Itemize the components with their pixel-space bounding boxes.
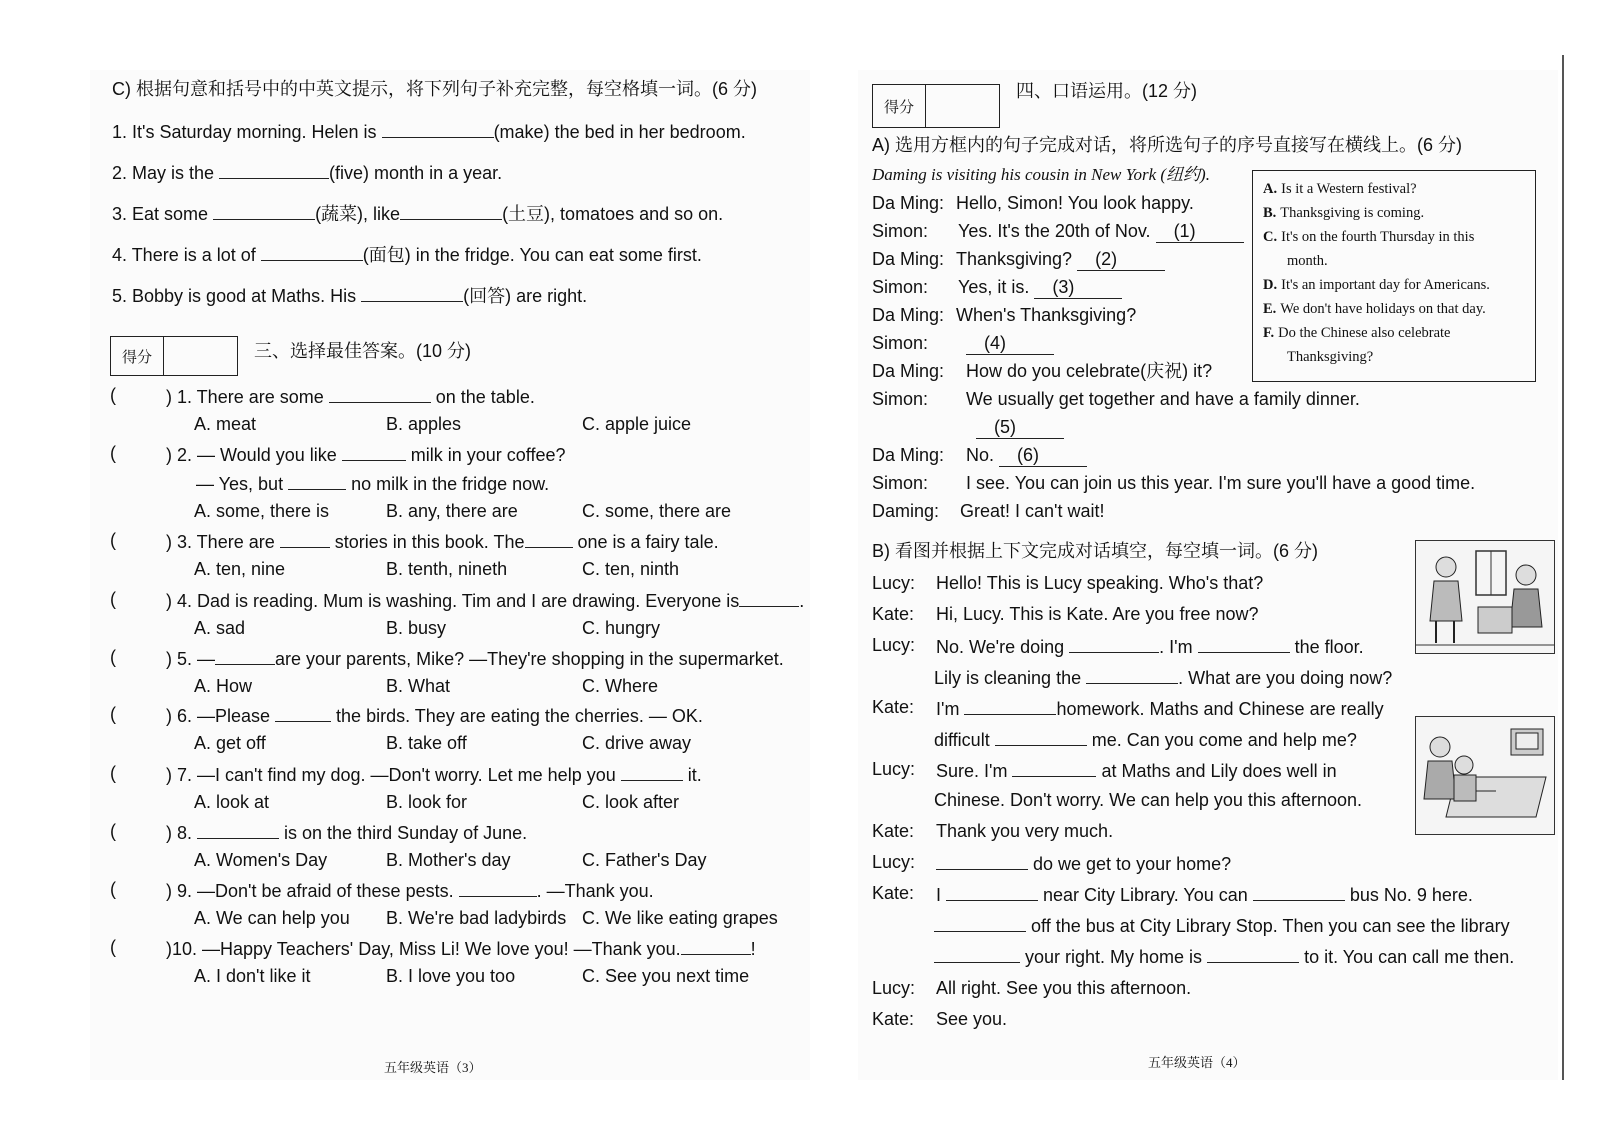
option-item	[1263, 299, 1486, 319]
dialog-text: Thanksgiving?	[956, 249, 1078, 269]
dialog-text: Hello, Simon! You look happy.	[956, 193, 1194, 213]
answer-blank[interactable]	[964, 696, 1056, 715]
question-7	[166, 762, 702, 786]
dialog-b-line-6	[934, 727, 1357, 751]
option-c[interactable]: C. apple juice	[582, 414, 692, 434]
option-c[interactable]: C. look after	[582, 792, 680, 812]
question-paren: (	[110, 879, 116, 899]
option-item	[1263, 179, 1417, 199]
option-key: B.	[1263, 205, 1277, 221]
answer-blank[interactable]	[936, 851, 1028, 870]
speaker: Kate:	[872, 883, 915, 903]
answer-blank[interactable]	[621, 762, 683, 781]
section3-title: 三、选择最佳答案。(10 分)	[254, 341, 472, 361]
answer-blank[interactable]	[197, 820, 279, 839]
option-a[interactable]: A. We can help you	[194, 908, 350, 928]
dialog-a-line-10	[966, 444, 1087, 467]
dialog-text: me. Can you come and help me?	[1086, 730, 1357, 750]
option-c[interactable]: C. Father's Day	[582, 850, 707, 870]
speaker: Da Ming:	[872, 249, 945, 269]
question-text: ) 6. —Please	[166, 706, 276, 726]
answer-blank[interactable]	[995, 727, 1087, 746]
answer-blank[interactable]	[1253, 882, 1345, 901]
dialog-b-line-14	[936, 977, 1191, 999]
dialog-text: No. We're doing	[936, 637, 1070, 657]
question-text: milk in your coffee?	[405, 445, 566, 465]
option-item	[1263, 275, 1490, 295]
answer-blank-numbered[interactable]: (1)	[1156, 220, 1244, 243]
speaker: Daming:	[872, 501, 940, 521]
option-key: D.	[1263, 277, 1278, 293]
option-c[interactable]: C. See you next time	[582, 966, 750, 986]
dialog-a-line-8	[966, 388, 1360, 410]
answer-blank[interactable]	[459, 878, 537, 897]
question-text: .	[799, 591, 805, 611]
answer-blank-numbered[interactable]: (5)	[976, 416, 1064, 439]
option-a[interactable]: A. How	[194, 676, 253, 696]
option-item	[1287, 251, 1328, 271]
answer-blank[interactable]	[681, 936, 751, 955]
question-text: ) 3. There are	[166, 532, 280, 552]
dialog-text: do we get to your home?	[1028, 854, 1232, 874]
option-item	[1263, 203, 1424, 223]
question-text: ) 8.	[166, 823, 198, 843]
option-a[interactable]: A. Women's Day	[194, 850, 328, 870]
question-text: no milk in the fridge now.	[346, 474, 550, 494]
option-a[interactable]: A. I don't like it	[194, 966, 311, 986]
option-key: C.	[1263, 229, 1278, 245]
speaker: Kate:	[872, 821, 915, 841]
question-text: the birds. They are eating the cherries. — OK.	[331, 706, 703, 726]
dialog-a-line-3	[956, 248, 1165, 271]
answer-blank[interactable]	[934, 913, 1026, 932]
question-paren: (	[110, 589, 116, 609]
option-text: Thanksgiving is coming.	[1280, 205, 1425, 221]
option-c[interactable]: C. hungry	[582, 618, 661, 638]
option-a[interactable]: A. sad	[194, 618, 246, 638]
speaker: Da Ming:	[872, 361, 945, 381]
option-b[interactable]: B. What	[386, 676, 451, 696]
dialog-text: homework. Maths and Chinese are really	[1056, 699, 1384, 719]
dialog-text: All right. See you this afternoon.	[936, 978, 1192, 998]
dialog-b-line-4	[934, 665, 1392, 689]
option-b[interactable]: B. busy	[386, 618, 447, 638]
speaker: Kate:	[872, 604, 915, 624]
option-text: month.	[1287, 253, 1328, 269]
option-item	[1263, 227, 1474, 247]
question-text: ) 2. — Would you like	[166, 445, 342, 465]
score-label: 得分	[873, 85, 926, 127]
option-b[interactable]: B. tenth, nineth	[386, 559, 508, 579]
question-text: is on the third Sunday of June.	[279, 823, 528, 843]
option-a[interactable]: A. meat	[194, 414, 257, 434]
dialog-a-line-4	[958, 276, 1122, 299]
speaker: Lucy:	[872, 852, 916, 872]
dialog-b-line-10	[936, 851, 1231, 875]
dialog-text: Hello! This is Lucy speaking. Who's that?	[936, 573, 1264, 593]
homework-illustration	[1416, 717, 1554, 834]
question-paren: (	[110, 763, 116, 783]
dialog-text: off the bus at City Library Stop. Then you can see the library	[1026, 916, 1510, 936]
speaker: Simon:	[872, 221, 929, 241]
answer-blank[interactable]	[280, 529, 330, 548]
question-text: — Yes, but	[196, 474, 289, 494]
dialog-text: Chinese. Don't worry. We can help you this afternoon.	[934, 790, 1362, 810]
question-text: stories in this book. The	[329, 532, 525, 552]
dialog-text: When's Thanksgiving?	[956, 305, 1137, 325]
dialog-text: difficult	[934, 730, 995, 750]
speaker: Simon:	[872, 277, 929, 297]
speaker: Da Ming:	[872, 193, 945, 213]
question-text: ) 5. —	[166, 649, 216, 669]
speaker: Simon:	[872, 473, 929, 493]
dialog-text: . I'm	[1159, 637, 1198, 657]
dialog-text: I see. You can join us this year. I'm sure you'll have a good time.	[966, 473, 1476, 493]
page-footer-3: 五年级英语（3）	[384, 1060, 482, 1075]
speaker: Lucy:	[872, 759, 916, 779]
question-text: . —Thank you.	[536, 881, 654, 901]
option-b[interactable]: B. We're bad ladybirds	[386, 908, 567, 928]
option-a[interactable]: A. some, there is	[194, 501, 330, 521]
answer-blank[interactable]	[1198, 634, 1290, 653]
question-9	[166, 878, 654, 902]
option-text: Thanksgiving?	[1287, 349, 1374, 365]
question-text: ) 1. There are some	[166, 387, 329, 407]
section4-title: 四、口语运用。(12 分)	[1016, 81, 1198, 101]
dialog-text: See you.	[936, 1009, 1008, 1029]
score-label: 得分	[111, 337, 164, 375]
dialog-b-line-8	[934, 789, 1362, 811]
dialog-a-line-6	[966, 332, 1054, 355]
dialog-text: Lily is cleaning the	[934, 668, 1087, 688]
answer-blank[interactable]	[288, 471, 346, 490]
partC-item-1: 1. It's Saturday morning. Helen is (make) the bed in her bedroom.	[112, 119, 746, 143]
dialog-a-line-11	[966, 472, 1475, 494]
dialog-b-line-15	[936, 1008, 1007, 1030]
cleaning-picture	[1415, 540, 1555, 654]
option-text: It's an important day for Americans.	[1281, 277, 1490, 293]
page-footer-4: 五年级英语（4）	[1148, 1055, 1246, 1070]
question-6	[166, 703, 703, 727]
question-text: )10. —Happy Teachers' Day, Miss Li! We love you! —Thank you.	[166, 939, 681, 959]
dialog-a-line-1	[956, 192, 1194, 214]
speaker: Lucy:	[872, 573, 916, 593]
question-text: ) 7. —I can't find my dog. —Don't worry. Let me help you	[166, 765, 621, 785]
score-field[interactable]	[926, 85, 999, 127]
question-10	[166, 936, 756, 960]
answer-blank[interactable]	[215, 646, 275, 665]
option-key: A.	[1263, 181, 1278, 197]
dialog-a-line-12	[960, 500, 1105, 522]
answer-blank[interactable]	[739, 588, 799, 607]
question-paren: (	[110, 530, 116, 550]
dialog-text: No.	[966, 445, 1000, 465]
option-b[interactable]: B. any, there are	[386, 501, 518, 521]
option-c[interactable]: C. We like eating grapes	[582, 908, 778, 928]
dialog-text: Hi, Lucy. This is Kate. Are you free now?	[936, 604, 1259, 624]
option-a[interactable]: A. get off	[194, 733, 266, 753]
dialog-b-line-1	[936, 572, 1263, 594]
option-text: Is it a Western festival?	[1281, 181, 1417, 197]
dialog-text: I	[936, 885, 947, 905]
answer-blank[interactable]	[275, 703, 331, 722]
partC-item-5: 5. Bobby is good at Maths. His (回答) are right.	[112, 283, 587, 307]
partB-title: B) 看图并根据上下文完成对话填空，每空填一词。(6 分)	[872, 541, 1318, 561]
question-text: one is a fairy tale.	[572, 532, 719, 552]
speaker: Da Ming:	[872, 305, 945, 325]
speaker: Lucy:	[872, 635, 916, 655]
dialog-text: Sure. I'm	[936, 761, 1013, 781]
option-key: F.	[1263, 325, 1275, 341]
dialog-b-line-12	[934, 913, 1510, 937]
option-c[interactable]: C. some, there are	[582, 501, 732, 521]
dialog-b-line-9	[936, 820, 1113, 842]
answer-blank-numbered[interactable]: (4)	[966, 332, 1054, 355]
dialog-text: Yes, it is.	[958, 277, 1035, 297]
option-text: Do the Chinese also celebrate	[1278, 325, 1451, 341]
dialog-a-line-9	[976, 416, 1064, 439]
dialog-text: at Maths and Lily does well in	[1096, 761, 1337, 781]
answer-blank[interactable]	[342, 442, 406, 461]
option-b[interactable]: B. Mother's day	[386, 850, 511, 870]
option-item	[1287, 347, 1373, 367]
answer-blank-numbered[interactable]: (3)	[1034, 276, 1122, 299]
question-text: it.	[682, 765, 702, 785]
dialog-a-line-5	[956, 304, 1136, 326]
answer-blank[interactable]	[1086, 665, 1178, 684]
score-box-4	[872, 84, 1000, 128]
speaker: Kate:	[872, 697, 915, 717]
answer-blank[interactable]	[1207, 944, 1299, 963]
partC-item-3: 3. Eat some (蔬菜), like (土豆), tomatoes and so on.	[112, 201, 723, 225]
dialog-text: I'm	[936, 699, 965, 719]
dialog-a-line-2	[958, 220, 1244, 243]
question-paren: (	[110, 937, 116, 957]
dialog-text: the floor.	[1289, 637, 1364, 657]
option-b[interactable]: B. apples	[386, 414, 462, 434]
question-paren: (	[110, 821, 116, 841]
option-key: E.	[1263, 301, 1277, 317]
question-paren: (	[110, 385, 116, 405]
score-box-3	[110, 336, 238, 376]
answer-blank[interactable]	[946, 882, 1038, 901]
dialog-text: near City Library. You can	[1038, 885, 1253, 905]
option-c[interactable]: C. Where	[582, 676, 659, 696]
partA-title: A) 选用方框内的句子完成对话，将所选句子的序号直接写在横线上。(6 分)	[872, 135, 1462, 155]
speaker: Da Ming:	[872, 445, 945, 465]
options-box	[1252, 170, 1536, 382]
dialog-b-line-2	[936, 603, 1259, 625]
dialog-b-line-11	[936, 882, 1473, 906]
answer-blank-numbered[interactable]: (2)	[1077, 248, 1165, 271]
dialog-text: We usually get together and have a family dinner.	[966, 389, 1360, 409]
option-b[interactable]: B. look for	[386, 792, 468, 812]
speaker: Kate:	[872, 1009, 915, 1029]
speaker: Lucy:	[872, 978, 916, 998]
answer-blank[interactable]	[1069, 634, 1159, 653]
dialog-b-line-5	[936, 696, 1384, 720]
dialog-text: your right. My home is	[1020, 947, 1208, 967]
dialog-intro: Daming is visiting his cousin in New York (纽约).	[872, 165, 1210, 184]
question-4	[166, 588, 804, 612]
score-field[interactable]	[164, 337, 237, 375]
question-1	[166, 384, 535, 408]
option-c[interactable]: C. ten, ninth	[582, 559, 680, 579]
option-b[interactable]: B. take off	[386, 733, 467, 753]
page-edge-line	[1562, 55, 1564, 1080]
option-b[interactable]: B. I love you too	[386, 966, 516, 986]
question-text: ) 9. —Don't be afraid of these pests.	[166, 881, 459, 901]
speaker: Simon:	[872, 333, 929, 353]
dialog-text: Thank you very much.	[936, 821, 1114, 841]
question-8	[166, 820, 527, 844]
question-paren: (	[110, 443, 116, 463]
partC-item-2: 2. May is the (five) month in a year.	[112, 160, 502, 184]
question-text: are your parents, Mike? —They're shopping in the supermarket.	[275, 649, 784, 669]
question-text: on the table.	[430, 387, 535, 407]
question-paren: (	[110, 647, 116, 667]
answer-blank-numbered[interactable]: (6)	[999, 444, 1087, 467]
cleaning-illustration	[1416, 541, 1554, 653]
option-item	[1263, 323, 1450, 343]
partC-title: C) 根据句意和括号中的中英文提示，将下列句子补充完整，每空格填一词。(6 分)	[112, 79, 757, 99]
question-3	[166, 529, 719, 553]
dialog-b-line-13	[934, 944, 1514, 968]
partC-item-4: 4. There is a lot of (面包) in the fridge. You can eat some first.	[112, 242, 702, 266]
question-paren: (	[110, 704, 116, 724]
option-text: It's on the fourth Thursday in this	[1281, 229, 1475, 245]
homework-picture	[1415, 716, 1555, 835]
question-5	[166, 646, 784, 670]
option-a[interactable]: A. look at	[194, 792, 270, 812]
dialog-a-line-7	[966, 360, 1212, 382]
dialog-text: Yes. It's the 20th of Nov.	[958, 221, 1156, 241]
question-2-line2	[196, 471, 549, 495]
answer-blank[interactable]	[934, 944, 1020, 963]
dialog-text: Great! I can't wait!	[960, 501, 1105, 521]
dialog-b-line-7	[936, 758, 1337, 782]
dialog-b-line-3	[936, 634, 1364, 658]
dialog-text: . What are you doing now?	[1178, 668, 1393, 688]
option-text: We don't have holidays on that day.	[1280, 301, 1486, 317]
option-c[interactable]: C. drive away	[582, 733, 692, 753]
speaker: Simon:	[872, 389, 929, 409]
dialog-text: to it. You can call me then.	[1299, 947, 1515, 967]
dialog-text: How do you celebrate(庆祝) it?	[966, 361, 1213, 381]
question-text: !	[750, 939, 756, 959]
question-2	[166, 442, 566, 466]
answer-blank[interactable]	[329, 384, 431, 403]
option-a[interactable]: A. ten, nine	[194, 559, 286, 579]
dialog-text: bus No. 9 here.	[1344, 885, 1473, 905]
answer-blank[interactable]	[525, 529, 573, 548]
question-text: ) 4. Dad is reading. Mum is washing. Tim and I are drawing. Everyone is	[166, 591, 740, 611]
answer-blank[interactable]	[1012, 758, 1096, 777]
